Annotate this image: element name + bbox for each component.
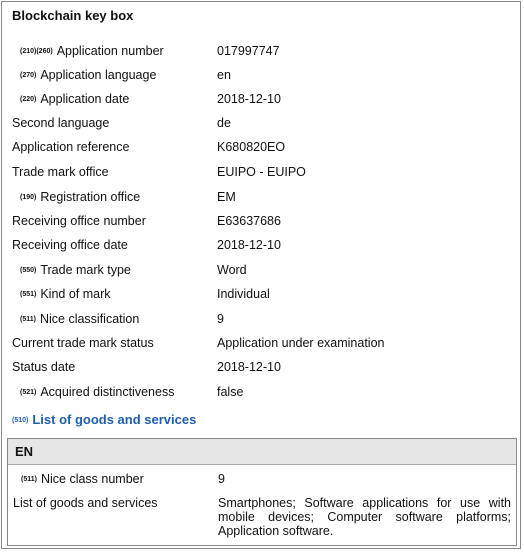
field-status-date: [12, 358, 512, 376]
field-value: K680820EO: [217, 140, 286, 154]
field-value: en: [217, 68, 231, 82]
field-label: Status date: [12, 360, 76, 374]
field-code: (551): [20, 290, 37, 298]
field-trade-mark-office: [12, 163, 512, 181]
field-value: de: [217, 116, 231, 130]
field-code: (220): [20, 95, 37, 103]
language-header: [8, 439, 516, 465]
field-label: List of goods and services: [13, 496, 158, 510]
field-value: false: [217, 385, 244, 399]
field-value: 9: [217, 312, 224, 326]
field-value: 2018-12-10: [217, 360, 281, 374]
goods-link-code: (510): [12, 417, 29, 425]
blockchain-key-box: [1, 1, 521, 549]
field-label: (270) Application language: [20, 68, 157, 82]
field-acquired-distinctiveness: [12, 383, 512, 401]
language-section-en: [7, 438, 517, 546]
field-value: 2018-12-10: [217, 238, 281, 252]
goods-services-link[interactable]: [12, 412, 196, 427]
field-value: 017997747: [217, 44, 280, 58]
field-label: (521) Acquired distinctiveness: [20, 385, 175, 399]
field-label: Trade mark office: [12, 165, 109, 179]
box-title: Blockchain key box: [12, 8, 134, 23]
field-label: Receiving office number: [12, 214, 146, 228]
goods-link-label: List of goods and services: [32, 412, 197, 427]
field-code: (521): [20, 388, 37, 396]
field-code: (210)(260): [20, 47, 53, 55]
language-code: EN: [15, 444, 34, 459]
field-label: (511) Nice classification: [20, 312, 140, 326]
field-value: EM: [217, 190, 236, 204]
field-second-language: [12, 114, 512, 132]
field-code: (511): [21, 475, 37, 483]
field-trade-mark-type: [12, 261, 512, 279]
field-current-status: [12, 334, 512, 352]
field-label: Application reference: [12, 140, 130, 154]
field-application-number: [12, 42, 512, 60]
field-label: (220) Application date: [20, 92, 130, 106]
field-code: (511): [20, 315, 36, 323]
field-value: Individual: [217, 287, 270, 301]
field-label: (190) Registration office: [20, 190, 141, 204]
field-application-date: [12, 90, 512, 108]
field-code: (190): [20, 193, 37, 201]
field-label: (210)(260) Application number: [20, 44, 164, 58]
field-label: (511) Nice class number: [21, 472, 144, 486]
field-label: Second language: [12, 116, 110, 130]
goods-services-text: Smartphones; Software applications for use with mobile devices; Computer software platforms; Application software.: [218, 496, 511, 538]
field-label: Current trade mark status: [12, 336, 154, 350]
field-registration-office: [12, 188, 512, 206]
field-code: (270): [20, 71, 37, 79]
field-value: E63637686: [217, 214, 281, 228]
field-nice-classification: [12, 310, 512, 328]
field-receiving-office-number: [12, 212, 512, 230]
field-value: Application under examination: [217, 336, 385, 350]
field-value: EUIPO - EUIPO: [217, 165, 306, 179]
field-value: 9: [218, 472, 225, 486]
field-value: Word: [217, 263, 247, 277]
field-value: 2018-12-10: [217, 92, 281, 106]
field-label: Receiving office date: [12, 238, 128, 252]
field-receiving-office-date: [12, 236, 512, 254]
field-application-reference: [12, 138, 512, 156]
field-label: (550) Trade mark type: [20, 263, 131, 277]
field-code: (550): [20, 266, 37, 274]
field-kind-of-mark: [12, 285, 512, 303]
field-label: (551) Kind of mark: [20, 287, 111, 301]
field-application-language: [12, 66, 512, 84]
